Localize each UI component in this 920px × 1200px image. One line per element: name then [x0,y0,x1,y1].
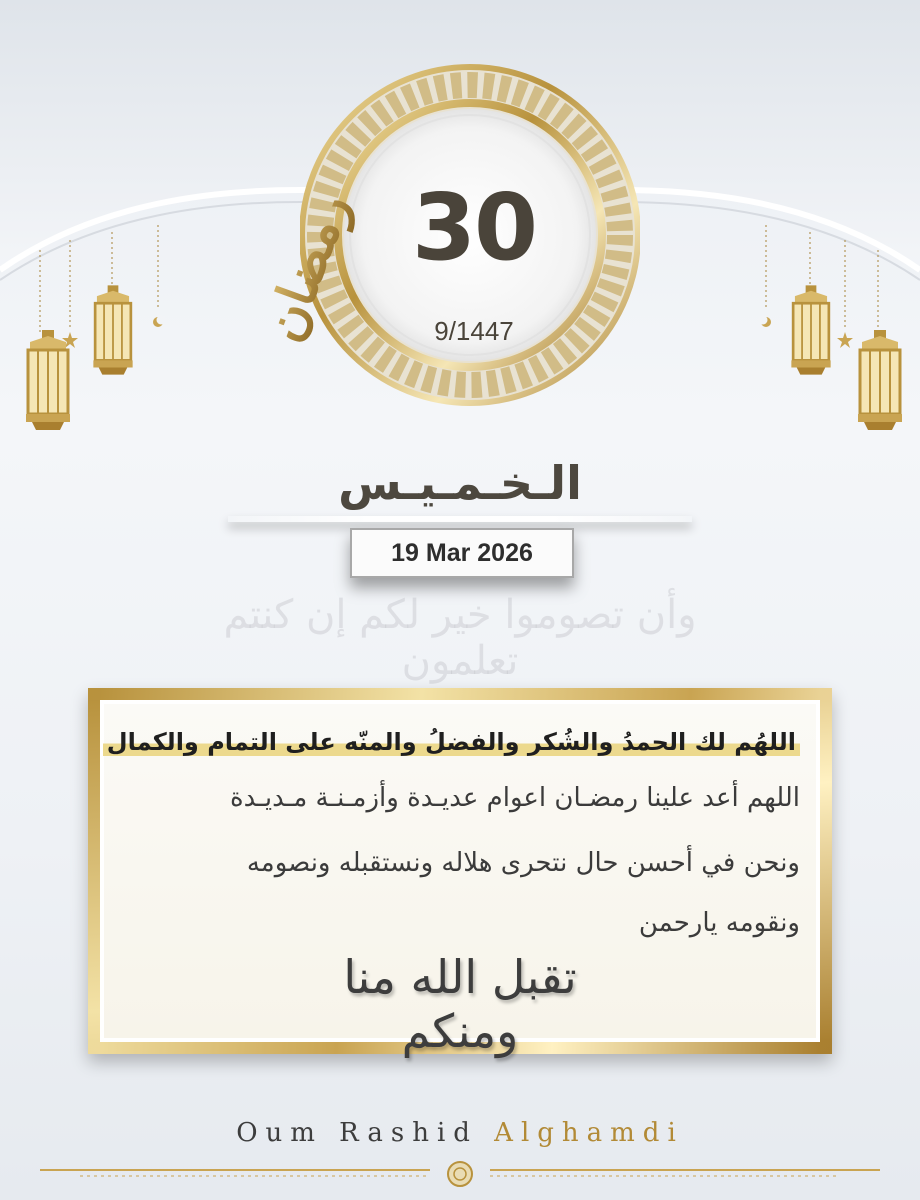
dua-line-3: ونحن في أحسن حال نتحرى هلاله ونستقبله ونصومه [246,848,800,878]
ramadan-calligraphy-logo [244,160,384,360]
gregorian-date-badge: 19 Mar 2026 [350,528,574,578]
hijri-date: 9/1447 [434,316,514,346]
verse-watermark: وأن تصوموا خير لكم إن كنتم تعلمون [223,592,697,684]
signature-surname: Alghamdi [494,1118,684,1148]
svg-text:رمضان: رمضان [252,185,362,350]
date-shelf [228,516,692,522]
dua-line-4: ونقومه يارحمن [638,908,800,938]
lantern-icon [786,280,836,380]
footer-ornament [0,1160,920,1190]
closing-calligraphy: تقبل الله منا ومنكم [343,950,577,1058]
dua-line-2: اللهم أعد علينا رمضـان اعوام عديـدة وأزمـنـة مـديـدة [229,783,800,813]
lantern-icon [20,330,76,430]
weekday-title: الـخـمـيـس [338,456,582,510]
signature-name: Oum Rashid [236,1118,478,1148]
dua-line-1-text: اللهُم لك الحمدُ والشُكر والفضلُ والمنّه على التمام والكمال [103,728,800,756]
lantern-icon [852,330,908,430]
dua-line-1 [100,728,800,756]
signature [0,1118,920,1148]
lantern-icon [88,280,138,380]
day-number: 30 [411,174,537,281]
